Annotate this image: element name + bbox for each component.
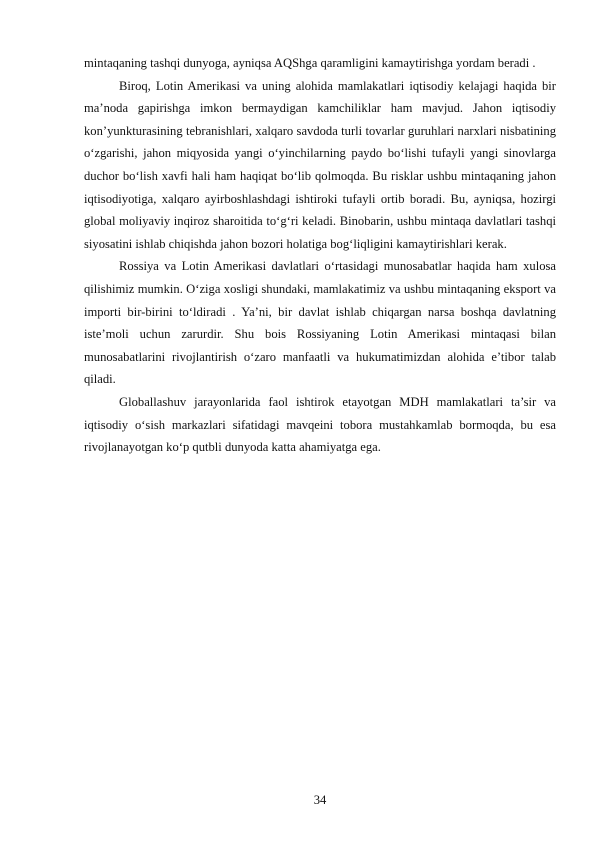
page-number: 34 <box>313 793 327 807</box>
paragraph-risks: Biroq, Lotin Amerikasi va uning alohida mamlakatlari iqtisodiy kelajagi haqida bir ma’noda gapirishga imkon bermaydigan kamchiliklar ham mavjud. Jahon iqtisodiy kon’yunkturasining tebranishlari, xalqaro savdoda turli tovarlar guruhlari narxlari nisbatining o‘zgarishi, jahon miqyosida yangi o‘yinchilarning paydo bo‘lishi tufayli yangi sinovlarga duchor bo‘lish xavfi hali ham haqiqat bo‘lib qolmoqda. Bu risklar ushbu mintaqaning jahon iqtisodiyotiga, xalqaro ayirboshlashdagi ishtiroki tufayli ortib boradi. Bu, ayniqsa, hozirgi global moliyaviy inqiroz sharoitida to‘g‘ri keladi. Binobarin, ushbu mintaqa davlatlari tashqi siyosatini ishlab chiqishda jahon bozori holatiga bog‘liqligini kamaytirishlari kerak. <box>84 78 556 251</box>
document-body <box>84 52 556 459</box>
paragraph-russia-relations: Rossiya va Lotin Amerikasi davlatlari o‘rtasidagi munosabatlar haqida ham xulosa qilishimiz mumkin. O‘ziga xosligi shundaki, mamlakatimiz va ushbu mintaqaning eksport va importi bir-birini to‘ldiradi . Ya’ni, bir davlat ishlab chiqargan narsa boshqa davlatning iste’moli uchun zarurdir. Shu bois Rossiyaning Lotin Amerikasi mintaqasi bilan munosabatlarini rivojlantirish o‘zaro manfaatli va hukumatimizdan alohida e’tibor talab qiladi. <box>84 259 556 387</box>
paragraph-continuation: mintaqaning tashqi dunyoga, ayniqsa AQShga qaramligini kamaytirishga yordam beradi . <box>84 56 536 70</box>
paragraph-cis-globalization: Globallashuv jarayonlarida faol ishtirok etayotgan MDH mamlakatlari ta’sir va iqtisodiy o‘sish markazlari sifatidagi mavqeini tobora mustahkamlab bormoqda, bu esa rivojlanayotgan ko‘p qutbli dunyoda katta ahamiyatga ega. <box>84 394 556 455</box>
